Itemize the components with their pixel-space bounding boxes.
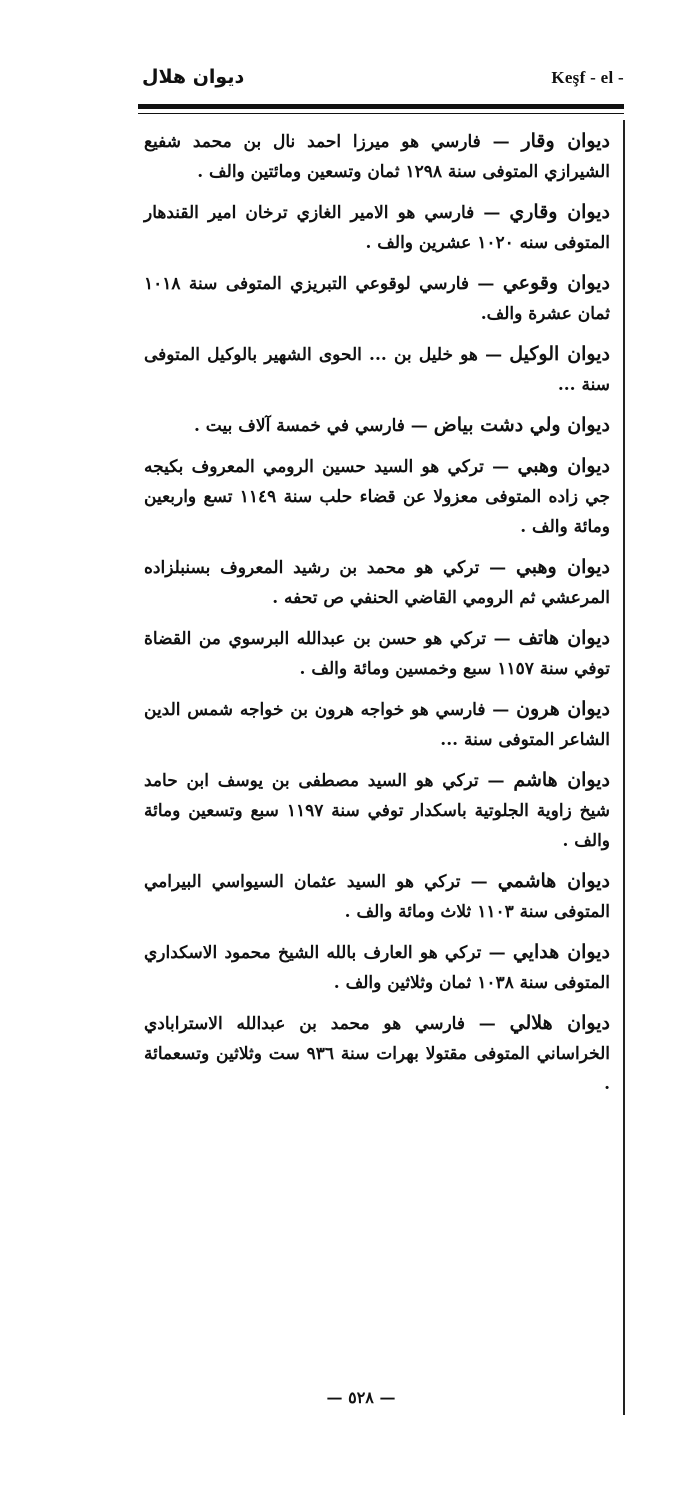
- entry-text: — تركي هو محمد بن رشيد المعروف بسنبلزاده المرعشي ثم الرومي القاضي الحنفي ص تحفه .: [144, 558, 610, 608]
- entry-title: ديوان هاشم: [513, 769, 610, 791]
- entry: [144, 552, 610, 613]
- entry: [144, 126, 610, 187]
- entry: [144, 410, 610, 441]
- entry-text: — تركي هو السيد مصطفى بن يوسف ابن حامد شيخ زاوية الجلوتية باسكدار توفي سنة ١١٩٧ سبع وتسعين ومائة والف .: [144, 771, 610, 851]
- entry: [144, 937, 610, 998]
- page-body: [144, 126, 610, 1109]
- header-rule-thick: [138, 104, 624, 109]
- entry-title: ديوان وقاري: [509, 201, 611, 223]
- entry-text: — فارسي لوقوعي التبريزي المتوفى سنة ١٠١٨ ثمان عشرة والف.: [144, 274, 610, 324]
- entry-title: ديوان الوكيل: [509, 343, 610, 365]
- entry: [144, 623, 610, 684]
- entry: [144, 694, 610, 755]
- entry: [144, 339, 610, 400]
- header-rule-thin: [138, 113, 624, 114]
- entry-title: ديوان وهبي: [515, 556, 610, 578]
- entry-text: — فارسي في خمسة آلاف بيت .: [193, 416, 434, 436]
- entry: [144, 268, 610, 329]
- entry: [144, 866, 610, 927]
- entry-text: — فارسي هو ميرزا احمد نال بن محمد شفيع الشيرازي المتوفى سنة ١٢٩٨ ثمان وتسعين ومائتين والف .: [144, 132, 610, 182]
- entry-title: ديوان هاتف: [518, 627, 610, 649]
- page-header: [136, 66, 624, 96]
- entry-text: — فارسي هو خواجه هرون بن خواجه شمس الدين الشاعر المتوفى سنة ...: [144, 700, 610, 750]
- entry-title: ديوان وقار: [521, 130, 610, 152]
- entry-title: ديوان هلالي: [509, 1012, 610, 1034]
- entry-title: ديوان وقوعي: [502, 272, 610, 294]
- entry-title: ديوان هدايي: [512, 941, 610, 963]
- entry-text: — تركي هو حسن بن عبدالله البرسوي من القضاة توفي سنة ١١٥٧ سبع وخمسين ومائة والف .: [144, 629, 610, 679]
- entry-text: — هو خليل بن ... الحوى الشهير بالوكيل المتوفى سنة ...: [144, 345, 610, 395]
- entry-text: — تركي هو السيد عثمان السيواسي البيرامي المتوفى سنة ١١٠٣ ثلاث ومائة والف .: [144, 872, 610, 922]
- entry: [144, 765, 610, 856]
- entry-text: — فارسي هو الامير الغازي ترخان امير القندهار المتوفى سنه ١٠٢٠ عشرين والف .: [144, 203, 610, 253]
- entry-title: ديوان وهبي: [517, 455, 610, 477]
- entry-title: ديوان هرون: [516, 698, 610, 720]
- entry: [144, 1008, 610, 1099]
- entry-text: — فارسي هو محمد بن عبدالله الاسترابادي الخراساني المتوفى مقتولا بهرات سنة ٩٣٦ ست وثلاثين وتسعمائة .: [144, 1014, 611, 1094]
- margin-vertical-line: [623, 120, 625, 1415]
- entry: [144, 451, 610, 542]
- entry-title: ديوان هاشمي: [497, 870, 610, 892]
- page-number: — ٥٢٨ —: [326, 1388, 396, 1407]
- entry: [144, 197, 610, 258]
- running-title: ديوان هلال: [142, 66, 245, 88]
- entry-title: ديوان ولي دشت بياض: [433, 414, 610, 436]
- entry-text: — تركي هو السيد حسين الرومي المعروف بكيجه جي زاده المتوفى معزولا عن قضاء حلب سنة ١١٤٩ تسع واربعين ومائة والف .: [144, 457, 610, 537]
- entry-text: — تركي هو العارف بالله الشيخ محمود الاسكداري المتوفى سنة ١٠٣٨ ثمان وثلاثين والف .: [144, 943, 610, 993]
- running-title-latin: Keşf - el -: [551, 68, 624, 87]
